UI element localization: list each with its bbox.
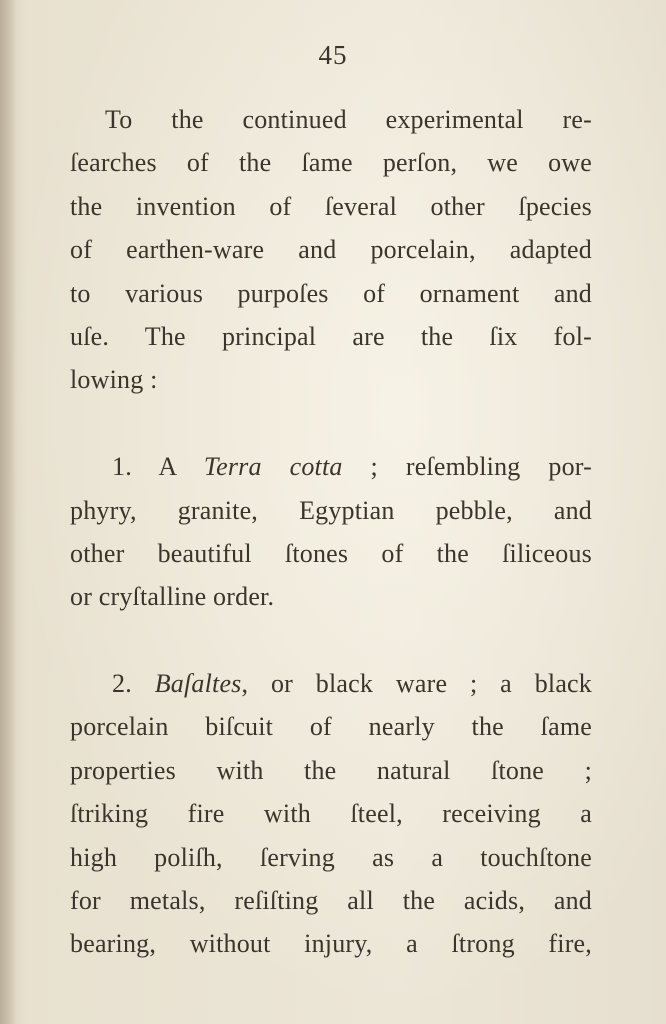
page-gutter-shadow [0,0,16,1024]
paragraph-gap [70,619,592,662]
text-line: To the continued experimental re- [105,105,592,134]
text-line: or cryſtalline order. [70,582,275,612]
text-line: uſe. The principal are the ſix fol- [70,321,592,351]
item-description-start: , or black ware ; a black [241,669,592,699]
item-term: Baſaltes [154,669,242,699]
text-line: for metals, reſiſting all the acids, and [70,886,592,916]
list-item-terra-cotta [70,445,592,619]
text-line: other beautiful ſtones of the ſiliceous [70,538,592,568]
page-number: 45 [318,40,348,70]
text-line: properties with the natural ſtone ; [70,755,592,785]
text-line: lowing : [70,365,158,395]
item-number: 2. [112,669,132,699]
paragraph-intro [70,98,592,402]
text-line: bearing, without injury, a ſtrong fire, [70,929,592,959]
text-line: to various purpoſes of ornament and [70,278,592,308]
text-line: high poliſh, ſerving as a touchſtone [70,842,592,872]
item-number: 1. [112,452,132,482]
text-line: of earthen-ware and porcelain, adapted [70,235,592,265]
list-item-basaltes [70,662,592,966]
paragraph-gap [70,402,592,445]
page-text [70,98,592,966]
text-line: ſearches of the ſame perſon, we owe [70,148,592,178]
text-line: the invention of ſeveral other ſpecies [70,191,592,221]
text-line: ſtriking fire with ſteel, receiving a [70,799,592,829]
text-line: porcelain biſcuit of nearly the ſame [70,712,592,742]
text-line: phyry, granite, Egyptian pebble, and [70,495,592,525]
item-first-line [70,662,592,705]
item-description-start: ; reſembling por- [342,452,592,482]
item-first-line: 1. A Terra cotta ; reſembling por- [112,452,592,482]
item-term: Terra cotta [203,452,343,482]
